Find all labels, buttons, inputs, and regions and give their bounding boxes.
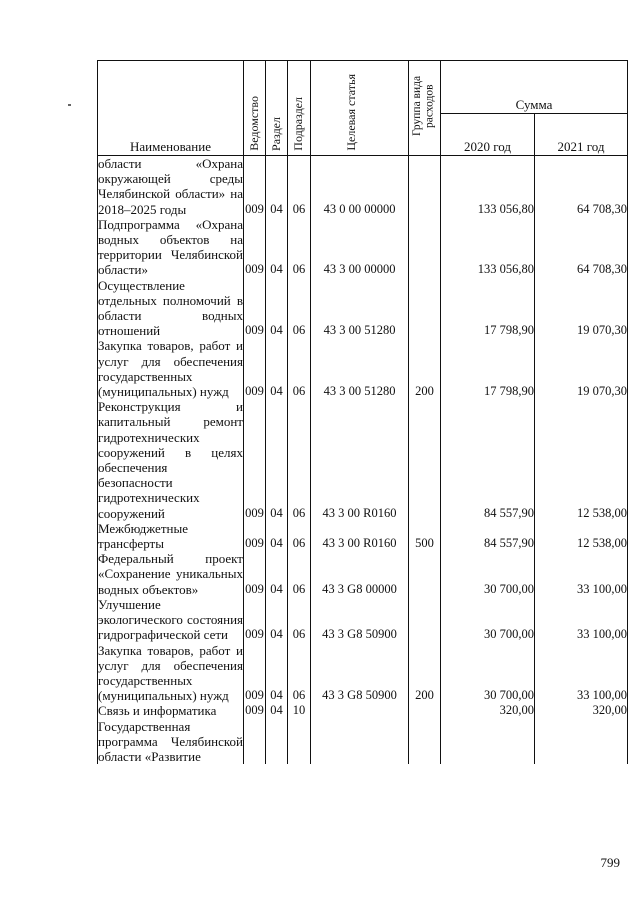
row-vedomstvo: 009 xyxy=(244,217,266,278)
table-row xyxy=(98,521,628,551)
row-vedomstvo: 009 xyxy=(244,278,266,339)
header-name: Наименование xyxy=(98,61,244,156)
header-year-2020: 2020 год xyxy=(441,113,535,155)
row-celevaya: 43 3 G8 00000 xyxy=(311,551,409,597)
row-sum-2021: 320,00 xyxy=(535,703,628,718)
row-gruppa: 500 xyxy=(409,521,441,551)
row-podrazdel: 06 xyxy=(288,551,311,597)
table-row xyxy=(98,338,628,399)
row-vedomstvo: 009 xyxy=(245,703,264,718)
margin-mark xyxy=(68,104,71,106)
row-name: Подпрограмма «Охрана водных объектов на территории Челябинской области» xyxy=(98,216,243,278)
row-razdel: 04 xyxy=(266,597,288,643)
row-celevaya xyxy=(311,703,409,718)
row-name: Закупка товаров, работ и услуг для обеспечения государственных (муниципальных) нужд xyxy=(98,642,243,704)
row-sum-2020: 84 557,90 xyxy=(441,399,535,521)
row-name: Федеральный проект «Сохранение уникальных водных объектов» xyxy=(98,551,243,597)
row-sum-2021: 64 708,30 xyxy=(535,217,628,278)
row-podrazdel: 06 xyxy=(288,597,311,643)
row-sum-2021 xyxy=(535,719,628,765)
row-podrazdel: 06 xyxy=(288,156,311,217)
row-sum-2020: 84 557,90 xyxy=(441,521,535,551)
row-razdel xyxy=(266,719,288,765)
table-row xyxy=(98,719,628,765)
row-name: Государственная программа Челябинской области «Развитие xyxy=(98,718,243,764)
row-sum-2021: 64 708,30 xyxy=(535,156,628,217)
table-body xyxy=(98,156,628,765)
row-sum-2020: 17 798,90 xyxy=(441,338,535,399)
row-celevaya: 43 3 G8 50900 xyxy=(311,643,409,704)
row-razdel: 04 xyxy=(266,703,288,718)
row-sum-2020: 133 056,80 xyxy=(441,217,535,278)
row-sum-2021: 12 538,00 xyxy=(535,399,628,521)
row-sum-2020: 30 700,00 xyxy=(441,597,535,643)
row-razdel: 04 xyxy=(266,156,288,217)
row-sum-2020: 30 700,00 xyxy=(441,643,535,704)
row-podrazdel: 06 xyxy=(288,338,311,399)
row-razdel: 04 xyxy=(266,278,288,339)
row-name: Реконструкция и капитальный ремонт гидротехнических сооружений в целях обеспечения безопасности гидротехнических сооружений xyxy=(98,399,243,521)
row-gruppa xyxy=(409,719,441,765)
header-year-2021: 2021 год xyxy=(535,113,628,155)
row-razdel: 04 xyxy=(266,338,288,399)
row-sum-2021: 12 538,00 xyxy=(535,521,628,551)
row-celevaya: 43 3 00 00000 xyxy=(311,217,409,278)
row-vedomstvo xyxy=(244,719,266,765)
row-gruppa xyxy=(409,217,441,278)
row-celevaya: 43 0 00 00000 xyxy=(311,156,409,217)
table-row xyxy=(98,551,628,597)
row-gruppa xyxy=(409,551,441,597)
table-row xyxy=(98,217,628,278)
row-name: Улучшение экологического состояния гидрографической сети xyxy=(98,596,243,643)
row-podrazdel: 10 xyxy=(288,703,311,718)
table-row xyxy=(98,156,628,217)
row-name: Межбюджетные трансферты xyxy=(98,521,244,551)
row-celevaya xyxy=(311,719,409,765)
table-row xyxy=(98,399,628,521)
row-sum-2020: 17 798,90 xyxy=(441,278,535,339)
table-row xyxy=(98,278,628,339)
header-podrazdel: Подраздел xyxy=(288,61,311,156)
row-gruppa xyxy=(409,399,441,521)
table-row xyxy=(98,643,628,704)
row-razdel: 04 xyxy=(266,217,288,278)
row-gruppa xyxy=(409,156,441,217)
row-celevaya: 43 3 00 R0160 xyxy=(311,399,409,521)
row-sum-2020: 320,00 xyxy=(441,703,535,718)
header-gruppa: Группа вида расходов xyxy=(409,61,441,156)
row-razdel: 04 xyxy=(266,551,288,597)
row-sum-2020: 133 056,80 xyxy=(441,156,535,217)
row-name: Закупка товаров, работ и услуг для обеспечения государственных (муниципальных) нужд xyxy=(98,338,243,400)
row-gruppa: 200 xyxy=(409,338,441,399)
row-sum-2021: 19 070,30 xyxy=(535,338,628,399)
row-podrazdel: 06 xyxy=(288,643,311,704)
budget-table xyxy=(97,60,628,764)
header-vedomstvo: Ведомство xyxy=(244,61,266,156)
table-row xyxy=(98,597,628,643)
row-celevaya: 43 3 00 R0160 xyxy=(311,521,409,551)
row-vedomstvo: 009 xyxy=(244,338,266,399)
row-razdel: 04 xyxy=(266,521,288,551)
row-vedomstvo: 009 xyxy=(244,643,266,704)
row-name: Связь и информатика xyxy=(98,703,244,718)
row-gruppa xyxy=(409,703,441,718)
row-sum-2021: 33 100,00 xyxy=(535,597,628,643)
header-summa: Сумма xyxy=(441,61,628,114)
row-vedomstvo: 009 xyxy=(244,521,266,551)
row-name: области «Охрана окружающей среды Челябинской области» на 2018–2025 годы xyxy=(98,156,243,217)
row-vedomstvo: 009 xyxy=(244,551,266,597)
header-razdel: Раздел xyxy=(266,61,288,156)
header-celevaya: Целевая статья xyxy=(311,61,409,156)
row-podrazdel: 06 xyxy=(288,521,311,551)
row-name: Осуществление отдельных полномочий в области водных отношений xyxy=(98,277,243,339)
row-vedomstvo: 009 xyxy=(244,597,266,643)
row-razdel: 04 xyxy=(266,643,288,704)
table-row xyxy=(98,703,628,718)
row-sum-2021: 33 100,00 xyxy=(535,551,628,597)
row-sum-2020 xyxy=(441,719,535,765)
row-podrazdel: 06 xyxy=(288,217,311,278)
row-podrazdel xyxy=(288,719,311,765)
row-vedomstvo: 009 xyxy=(244,156,266,217)
row-sum-2021: 19 070,30 xyxy=(535,278,628,339)
row-podrazdel: 06 xyxy=(288,278,311,339)
row-gruppa xyxy=(409,597,441,643)
row-gruppa xyxy=(409,278,441,339)
row-celevaya: 43 3 G8 50900 xyxy=(311,597,409,643)
row-razdel: 04 xyxy=(266,399,288,521)
row-vedomstvo: 009 xyxy=(244,399,266,521)
row-sum-2021: 33 100,00 xyxy=(535,643,628,704)
row-celevaya: 43 3 00 51280 xyxy=(311,278,409,339)
row-gruppa: 200 xyxy=(409,643,441,704)
page-number: 799 xyxy=(600,855,620,870)
row-celevaya: 43 3 00 51280 xyxy=(311,338,409,399)
row-sum-2020: 30 700,00 xyxy=(441,551,535,597)
row-podrazdel: 06 xyxy=(288,399,311,521)
